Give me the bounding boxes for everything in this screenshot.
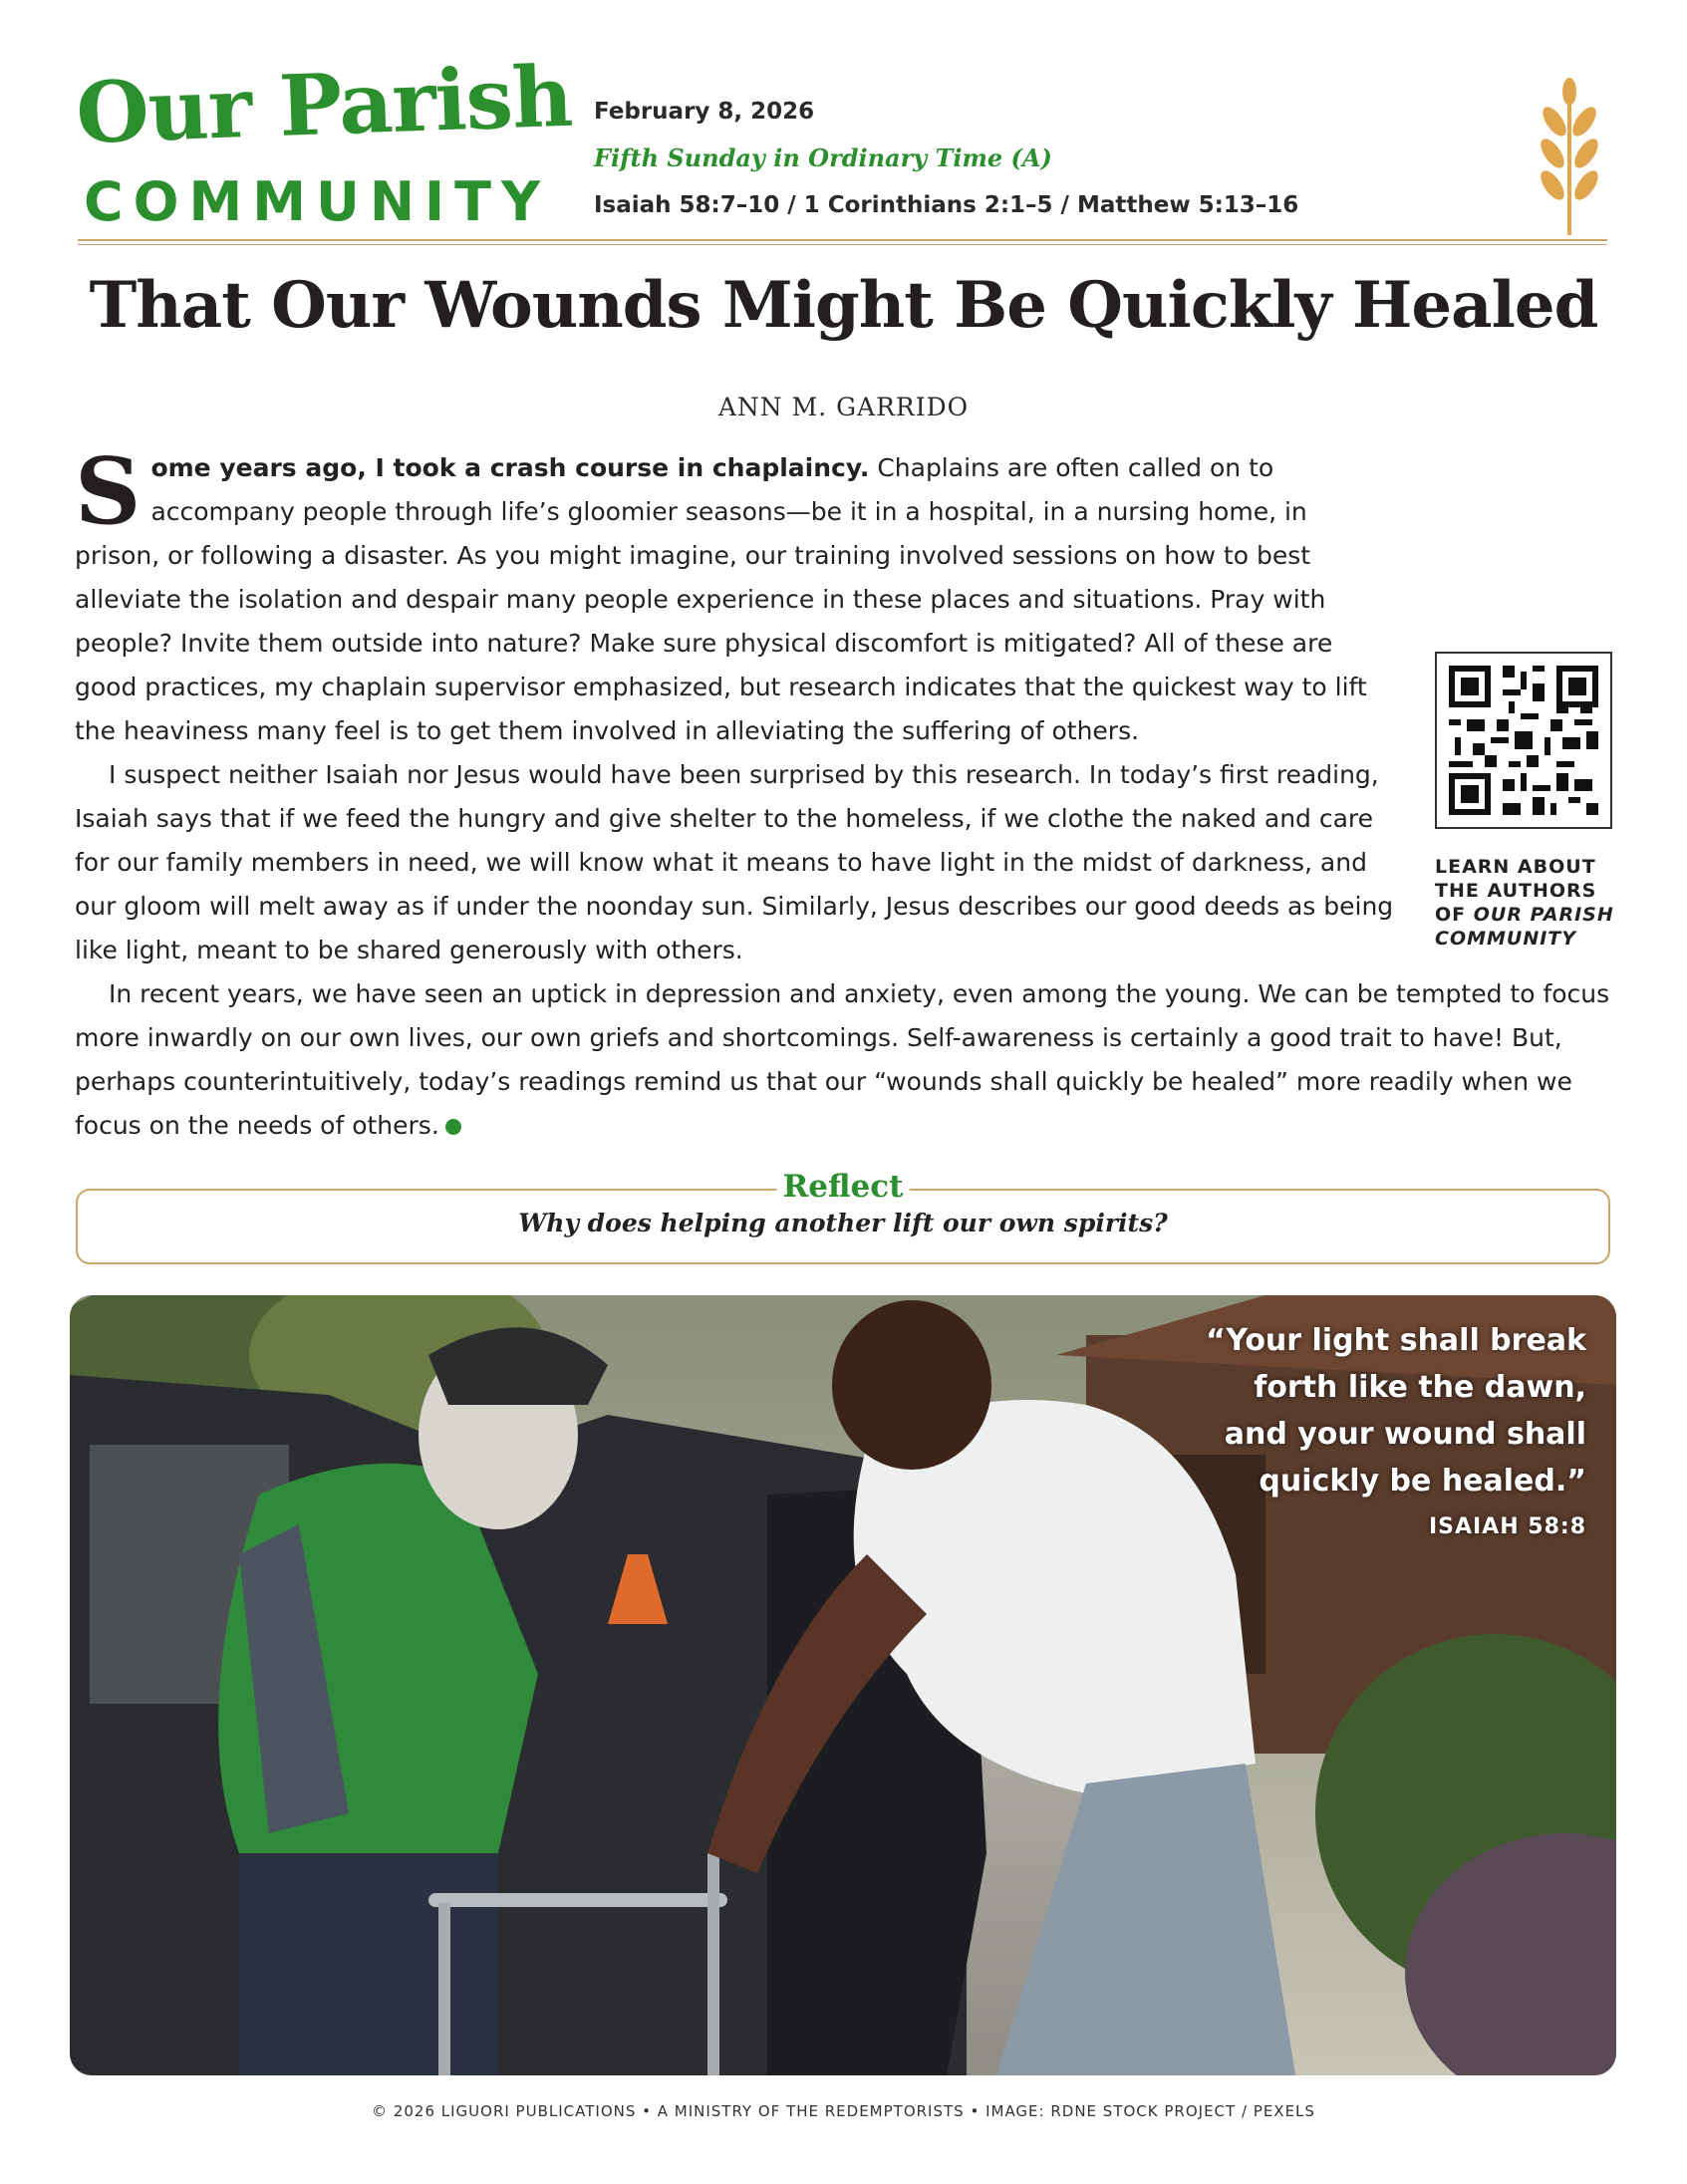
drop-cap: S [75,437,141,545]
masthead-logo [74,46,574,233]
header-divider [78,239,1607,245]
issue-date: February 8, 2026 [594,99,815,125]
article-byline: ANN M. GARRIDO [717,393,970,421]
article-paragraph-3: In recent years, we have seen an uptick in depression and anxiety, even among the young. We can be tempted to focus more inwardly on our own lives, our own griefs and shortcomings. Self-awareness is certainly a good trait to have! But, perhaps counterintuitively, today’s readings remind us that our “wounds shall quickly be healed” more readily when we focus on the needs of others. [75,979,1610,1140]
qr-panel[interactable] [1435,652,1614,951]
footer-credit: © 2026 LIGUORI PUBLICATIONS • A MINISTRY OF THE REDEMPTORISTS • IMAGE: RDNE STOCK PROJECT / PEXELS [372,2102,1315,2120]
article-paragraph-2: I suspect neither Isaiah nor Jesus would have been surprised by this research. In today’s first reading, Isaiah says that if we feed the hungry and give shelter to the homeless, if we clothe the naked and care for our family members in need, we will know what it means to have light in the midst of darkness, and our gloom will melt away as if under the noonday sun. Similarly, Jesus describes our good deeds as being like light, meant to be shared generously with others. [75,760,1394,964]
scripture-quote: “Your light shall break forth like the dawn, and your wound shall quickly be healed.” [1206,1323,1586,1499]
lead-sentence: ome years ago, I took a crash course in chaplaincy. [150,453,870,482]
end-mark-icon [445,1119,461,1135]
wheat-icon [1525,78,1614,237]
qr-caption: LEARN ABOUT THE AUTHORS OF OUR PARISH COMMUNITY [1435,856,1614,950]
liturgical-occasion: Fifth Sunday in Ordinary Time (A) [594,143,1052,172]
logo-subtitle: COMMUNITY [84,170,551,233]
reflect-label: Reflect [777,1167,910,1207]
qr-code-icon[interactable] [1435,652,1612,829]
article-body [75,437,1614,1148]
reflect-box [76,1169,1610,1264]
article-title: That Our Wounds Might Be Quickly Healed [89,268,1598,343]
issue-info [594,96,1491,221]
scripture-readings: Isaiah 58:7–10 / 1 Corinthians 2:1–5 / Matthew 5:13–16 [594,192,1299,218]
logo-title: Our Parish [74,46,574,162]
reflect-question: Why does helping another lift our own spirits? [518,1209,1168,1237]
scripture-reference: ISAIAH 58:8 [1428,1514,1586,1539]
feature-photo [70,1295,1616,2075]
article-paragraph-1: Some years ago, I took a crash course in chaplaincy. Chaplains are often called on to accompany people through life’s gloomier seasons—be it in a hospital, in a nursing home, in prison, or following a disaster. As you might imagine, our training involved sessions on how to best alleviate the isolation and despair many people experience in these places and situations. Pray with people? Invite them outside into nature? Make sure physical discomfort is mitigated? All of these are good practices, my chaplain supervisor emphasized, but research indicates that the quickest way to lift the heaviness many feel is to get them involved in alleviating the suffering of others. [75,437,1367,745]
